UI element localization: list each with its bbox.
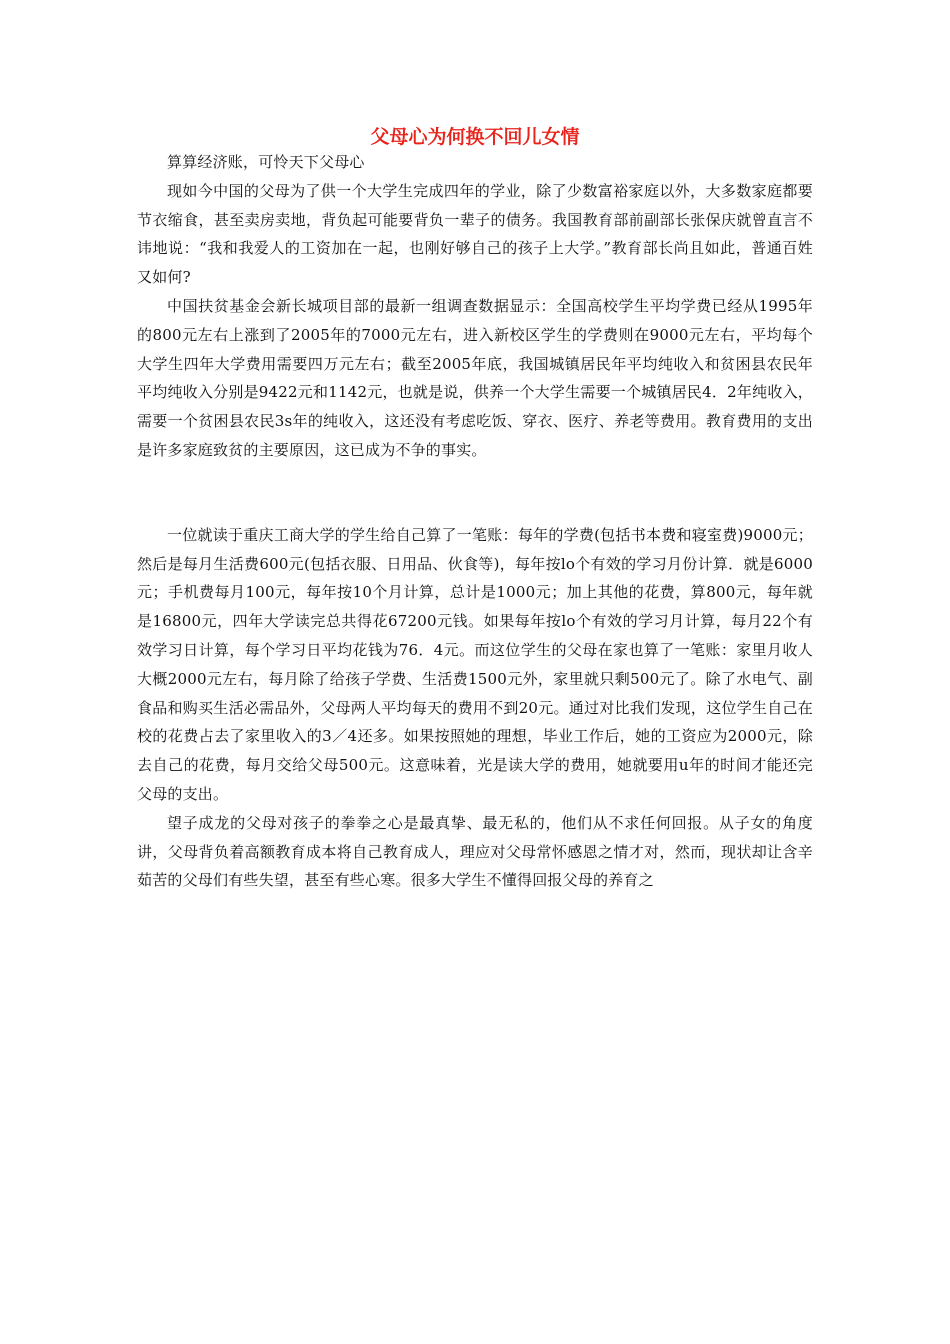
section-subheading: 算算经济账，可怜天下父母心: [167, 153, 365, 171]
document-title: 父母心为何换不回儿女情: [370, 126, 580, 148]
paragraph-spacer: [137, 465, 813, 521]
paragraph-1: 现如今中国的父母为了供一个大学生完成四年的学业，除了少数富裕家庭以外，大多数家庭都要节衣缩食，甚至卖房卖地，背负起可能要背负一辈子的债务。我国教育部前副部长张保庆就曾直言不讳地说：“我和我爱人的工资加在一起，也刚好够自己的孩子上大学。”教育部长尚且如此，普通百姓又如何?: [137, 181, 813, 287]
document-body: [137, 148, 813, 895]
paragraph-4: 望子成龙的父母对孩子的拳拳之心是最真挚、最无私的，他们从不求任何回报。从子女的角度讲，父母背负着高额教育成本将自己教育成人，理应对父母常怀感恩之情才对，然而，现状却让含辛茹苦的父母们有些失望，甚至有些心寒。很多大学生不懂得回报父母的养育之: [137, 813, 813, 890]
paragraph-3: 一位就读于重庆工商大学的学生给自己算了一笔账：每年的学费(包括书本费和寝室费)9000元；然后是每月生活费600元(包括衣服、日用品、伙食等)，每年按lo个有效的学习月份计算．就是6000元；手机费每月100元，每年按10个月计算，总计是1000元；加上其他的花费，算800元，每年就是16800元，四年大学读完总共得花67200元钱。如果每年按lo个有效的学习月计算，每月22个有效学习日计算，每个学习日平均花钱为76．4元。而这位学生的父母在家也算了一笔账：家里月收人大概2000元左右，每月除了给孩子学费、生活费1500元外，家里就只剩500元了。除了水电气、副食品和购买生活必需品外，父母两人平均每天的费用不到20元。通过对比我们发现，这位学生自己在校的花费占去了家里收入的3／4还多。如果按照她的理想，毕业工作后，她的工资应为2000元，除去自己的花费，每月交给父母500元。这意味着，光是读大学的费用，她就要用u年的时间才能还完父母的支出。: [137, 525, 813, 803]
paragraph-2: 中国扶贫基金会新长城项目部的最新一组调查数据显示：全国高校学生平均学费已经从1995年的800元左右上涨到了2005年的7000元左右，进入新校区学生的学费则在9000元左右，平均每个大学生四年大学费用需要四万元左右；截至2005年底，我国城镇居民年平均纯收入和贫困县农民年平均纯收入分别是9422元和1142元，也就是说，供养一个大学生需要一个城镇居民4．2年纯收入，需要一个贫困县农民3s年的纯收入，这还没有考虑吃饭、穿衣、医疗、养老等费用。教育费用的支出是许多家庭致贫的主要原因，这已成为不争的事实。: [137, 296, 813, 459]
